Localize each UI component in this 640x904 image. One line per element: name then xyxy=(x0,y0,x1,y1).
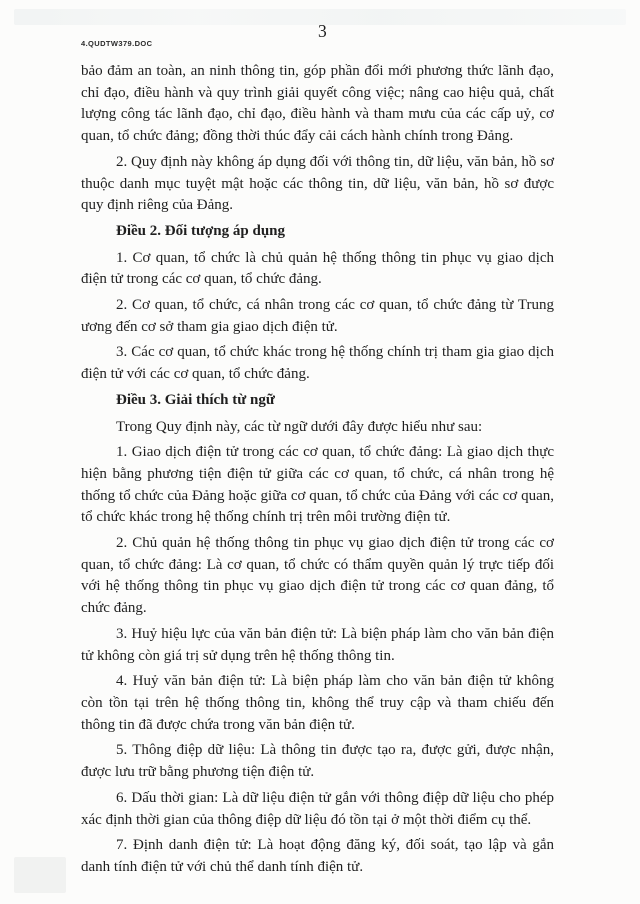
paragraph: 2. Cơ quan, tổ chức, cá nhân trong các cơ quan, tổ chức đảng từ Trung ương đến cơ sở tham gia giao dịch điện tử. xyxy=(81,297,554,335)
paragraph: Trong Quy định này, các từ ngữ dưới đây được hiểu như sau: xyxy=(116,418,483,435)
paragraph: 3. Các cơ quan, tổ chức khác trong hệ thống chính trị tham gia giao dịch điện tử với các cơ quan, tổ chức đảng. xyxy=(81,344,554,383)
doc-filename: 4.QUDTW379.DOC xyxy=(81,39,153,48)
page-number: 3 xyxy=(318,21,327,41)
paragraph: 2. Quy định này không áp dụng đối với thông tin, dữ liệu, văn bản, hồ sơ thuộc danh mục tuyệt mật hoặc các thông tin, dữ liệu, văn bản, hồ sơ được quy định riêng của Đảng. xyxy=(81,153,554,214)
paragraph: 7. Định danh điện tử: Là hoạt động đăng ký, đối soát, tạo lập và gắn danh tính điện tử với chủ thể danh tính điện tử. xyxy=(81,837,554,875)
article-heading-dieu-3: Điều 3. Giải thích từ ngữ xyxy=(116,391,275,408)
paragraph: 2. Chủ quản hệ thống thông tin phục vụ giao dịch điện tử trong các cơ quan, tổ chức đảng: Là cơ quan, tổ chức có thẩm quyền quản lý trực tiếp đối với hệ thống thông tin phục vụ giao dịch điện tử trong các cơ quan đảng, tổ chức đảng. xyxy=(81,535,554,617)
paragraph: 6. Dấu thời gian: Là dữ liệu điện tử gắn với thông điệp dữ liệu cho phép xác định thời gian của thông điệp dữ liệu đó tồn tại ở một thời điểm cụ thể. xyxy=(81,789,554,828)
scan-artifact-bottom-left xyxy=(14,857,66,893)
article-heading-dieu-2: Điều 2. Đối tượng áp dụng xyxy=(116,222,286,239)
paragraph: 1. Giao dịch điện tử trong các cơ quan, tổ chức đảng: Là giao dịch thực hiện bằng phương tiện điện tử giữa các cơ quan, tổ chức, cá nhân trong hệ thống tổ chức của Đảng hoặc giữa cơ quan, tổ chức của Đảng với các cơ quan, tổ chức khác trong hệ thống chính trị trên môi trường điện tử. xyxy=(81,444,554,526)
document-body xyxy=(81,61,554,883)
paragraph-continuation: bảo đảm an toàn, an ninh thông tin, góp phần đổi mới phương thức lãnh đạo, chỉ đạo, điều hành và quy trình giải quyết công việc; nâng cao hiệu quả, chất lượng công tác lãnh đạo, chỉ đạo, điều hành và tham mưu của các cấp uỷ, cơ quan, tổ chức đảng; đồng thời thúc đẩy cải cách hành chính trong Đảng. xyxy=(81,63,554,145)
paragraph: 4. Huỷ văn bản điện tử: Là biện pháp làm cho văn bản điện tử không còn tồn tại trên hệ thống thông tin, không thể truy cập và tham chiếu đến thông tin đã được chứa trong văn bản điện tử. xyxy=(81,673,554,733)
paragraph: 1. Cơ quan, tổ chức là chủ quản hệ thống thông tin phục vụ giao dịch điện tử trong các cơ quan, tổ chức đảng. xyxy=(81,249,554,288)
paragraph: 3. Huỷ hiệu lực của văn bản điện tử: Là biện pháp làm cho văn bản điện tử không còn giá trị sử dụng trên hệ thống thông tin. xyxy=(81,625,554,664)
paragraph: 5. Thông điệp dữ liệu: Là thông tin được tạo ra, được gửi, được nhận, được lưu trữ bằng phương tiện điện tử. xyxy=(81,742,554,781)
